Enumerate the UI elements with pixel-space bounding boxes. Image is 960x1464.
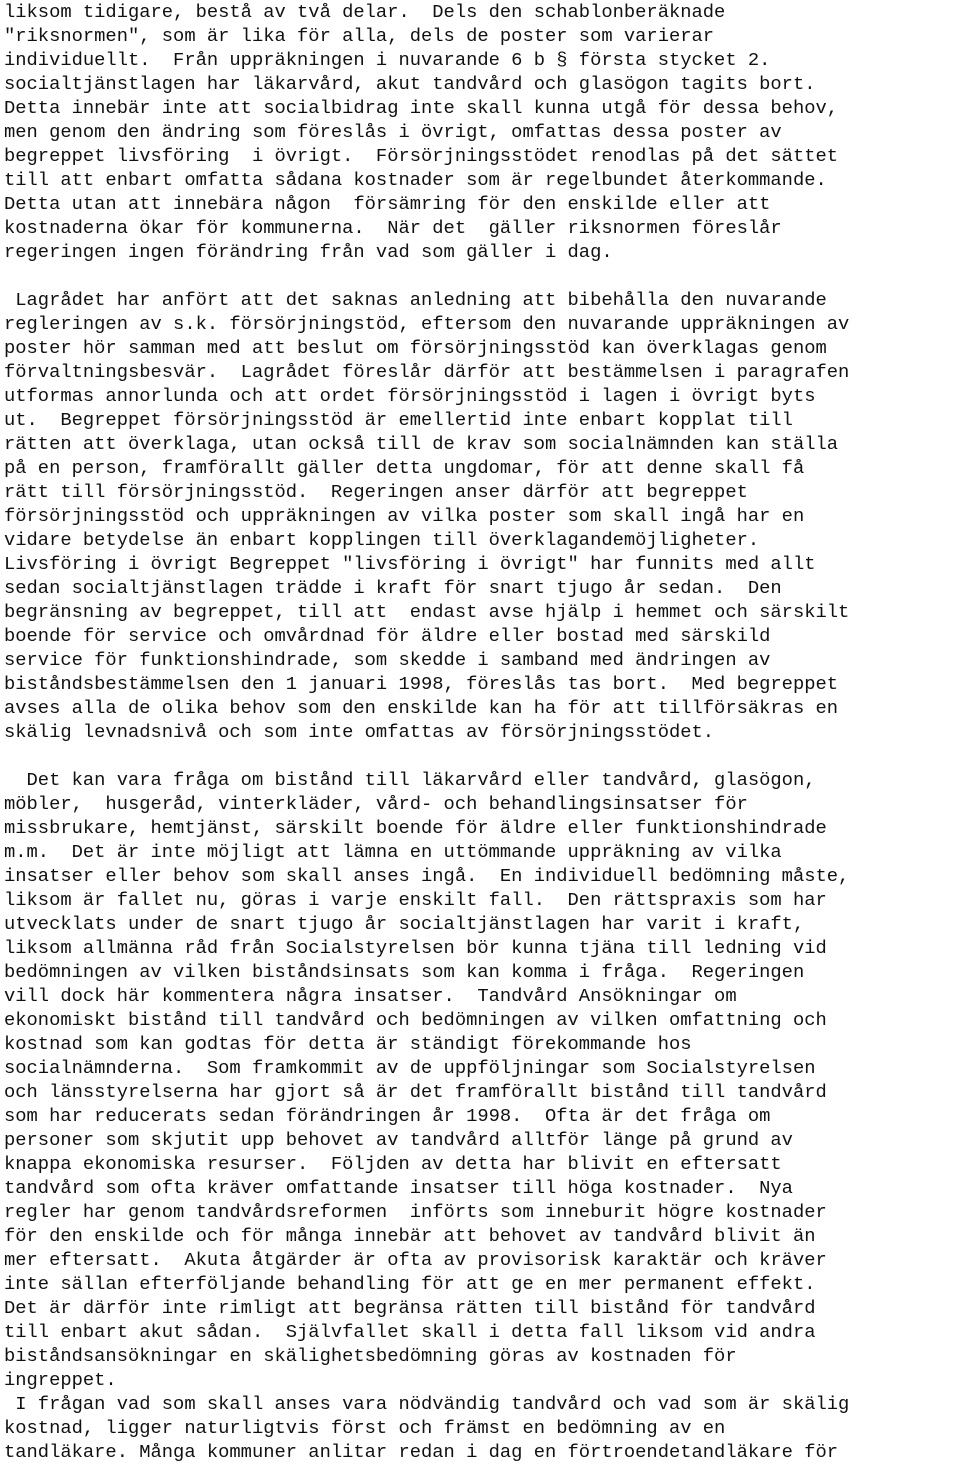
text-line: begreppet livsföring i övrigt. Försörjningsstödet renodlas på det sättet <box>4 145 839 167</box>
text-line: ekonomiskt bistånd till tandvård och bedömningen av vilken omfattning och <box>4 1009 827 1031</box>
text-line: skälig levnadsnivå och som inte omfattas av försörjningsstödet. <box>4 721 715 743</box>
text-line: I frågan vad som skall anses vara nödvändig tandvård och vad som är skälig <box>4 1393 850 1415</box>
text-line: till att enbart omfatta sådana kostnader som är regelbundet återkommande. <box>4 169 827 191</box>
text-line: för den enskilde och för många innebär att behovet av tandvård blivit än <box>4 1225 816 1247</box>
text-line: men genom den ändring som föreslås i övrigt, omfattas dessa poster av <box>4 121 782 143</box>
text-line: tandläkare. Många kommuner anlitar redan i dag en förtroendetandläkare för <box>4 1441 839 1463</box>
text-line: kostnaderna ökar för kommunerna. När det gäller riksnormen föreslår <box>4 217 782 239</box>
text-line: kostnad som kan godtas för detta är ständigt förekommande hos <box>4 1033 692 1055</box>
text-line: insatser eller behov som skall anses ingå. En individuell bedömning måste, <box>4 865 850 887</box>
text-line: utvecklats under de snart tjugo år socialtjänstlagen har varit i kraft, <box>4 913 805 935</box>
text-line: kostnad, ligger naturligtvis först och främst en bedömning av en <box>4 1417 726 1439</box>
text-line <box>4 744 960 768</box>
text-line: regler har genom tandvårdsreformen införts som inneburit högre kostnader <box>4 1201 827 1223</box>
text-line: Det kan vara fråga om bistånd till läkarvård eller tandvård, glasögon, <box>4 769 816 791</box>
text-line: tandvård som ofta kräver omfattande insatser till höga kostnader. Nya <box>4 1177 793 1199</box>
text-line: regeringen ingen förändring från vad som gäller i dag. <box>4 241 613 263</box>
text-line: på en person, framförallt gäller detta ungdomar, för att denne skall få <box>4 457 805 479</box>
text-line: försörjningsstöd och uppräkningen av vilka poster som skall ingå har en <box>4 505 805 527</box>
text-line: ingreppet. <box>4 1369 117 1391</box>
text-line: liksom allmänna råd från Socialstyrelsen bör kunna tjäna till ledning vid <box>4 937 827 959</box>
text-line: mer eftersatt. Akuta åtgärder är ofta av provisorisk karaktär och kräver <box>4 1249 827 1271</box>
text-line: missbrukare, hemtjänst, särskilt boende för äldre eller funktionshindrade <box>4 817 827 839</box>
text-line: liksom tidigare, bestå av två delar. Dels den schablonberäknade <box>4 1 726 23</box>
text-line: m.m. Det är inte möjligt att lämna en uttömmande uppräkning av vilka <box>4 841 782 863</box>
text-line: avses alla de olika behov som den enskilde kan ha för att tillförsäkras en <box>4 697 839 719</box>
text-line: som har reducerats sedan förändringen år 1998. Ofta är det fråga om <box>4 1105 771 1127</box>
text-line: "riksnormen", som är lika för alla, dels de poster som varierar <box>4 25 715 47</box>
text-line: socialtjänstlagen har läkarvård, akut tandvård och glasögon tagits bort. <box>4 73 816 95</box>
text-line: Detta innebär inte att socialbidrag inte skall kunna utgå för dessa behov, <box>4 97 839 119</box>
text-line: möbler, husgeråd, vinterkläder, vård- och behandlingsinsatser för <box>4 793 748 815</box>
text-line: vill dock här kommentera några insatser. Tandvård Ansökningar om <box>4 985 737 1007</box>
text-line: ut. Begreppet försörjningsstöd är emellertid inte enbart kopplat till <box>4 409 793 431</box>
text-line: poster hör samman med att beslut om försörjningsstöd kan överklagas genom <box>4 337 827 359</box>
text-line: och länsstyrelserna har gjort så är det framförallt bistånd till tandvård <box>4 1081 827 1103</box>
text-line: boende för service och omvårdnad för äldre eller bostad med särskild <box>4 625 771 647</box>
text-line: socialnämnderna. Som framkommit av de uppföljningar som Socialstyrelsen <box>4 1057 816 1079</box>
text-line: rätt till försörjningsstöd. Regeringen anser därför att begreppet <box>4 481 748 503</box>
document-body <box>4 0 960 1464</box>
text-line: service för funktionshindrade, som skedde i samband med ändringen av <box>4 649 771 671</box>
text-line: sedan socialtjänstlagen trädde i kraft för snart tjugo år sedan. Den <box>4 577 782 599</box>
text-line: begränsning av begreppet, till att endast avse hjälp i hemmet och särskilt <box>4 601 850 623</box>
text-line <box>4 264 960 288</box>
text-line: knappa ekonomiska resurser. Följden av detta har blivit en eftersatt <box>4 1153 782 1175</box>
text-line: biståndsbestämmelsen den 1 januari 1998, föreslås tas bort. Med begreppet <box>4 673 839 695</box>
text-line: vidare betydelse än enbart kopplingen till överklagandemöjligheter. <box>4 529 760 551</box>
text-line: biståndsansökningar en skälighetsbedömning göras av kostnaden för <box>4 1345 737 1367</box>
text-line: inte sällan efterföljande behandling för att ge en mer permanent effekt. <box>4 1273 816 1295</box>
text-line: bedömningen av vilken biståndsinsats som kan komma i fråga. Regeringen <box>4 961 805 983</box>
text-line: Detta utan att innebära någon försämring för den enskilde eller att <box>4 193 771 215</box>
text-line: Lagrådet har anfört att det saknas anledning att bibehålla den nuvarande <box>4 289 827 311</box>
text-line: rätten att överklaga, utan också till de krav som socialnämnden kan ställa <box>4 433 839 455</box>
text-line: till enbart akut sådan. Självfallet skall i detta fall liksom vid andra <box>4 1321 816 1343</box>
text-line: utformas annorlunda och att ordet försörjningsstöd i lagen i övrigt byts <box>4 385 816 407</box>
text-line: regleringen av s.k. försörjningstöd, eftersom den nuvarande uppräkningen av <box>4 313 850 335</box>
text-line: personer som skjutit upp behovet av tandvård alltför länge på grund av <box>4 1129 793 1151</box>
text-line: förvaltningsbesvär. Lagrådet föreslår därför att bestämmelsen i paragrafen <box>4 361 850 383</box>
text-line: Livsföring i övrigt Begreppet "livsföring i övrigt" har funnits med allt <box>4 553 816 575</box>
text-line: liksom är fallet nu, göras i varje enskilt fall. Den rättspraxis som har <box>4 889 827 911</box>
text-line: individuellt. Från uppräkningen i nuvarande 6 b § första stycket 2. <box>4 49 771 71</box>
text-line: Det är därför inte rimligt att begränsa rätten till bistånd för tandvård <box>4 1297 816 1319</box>
